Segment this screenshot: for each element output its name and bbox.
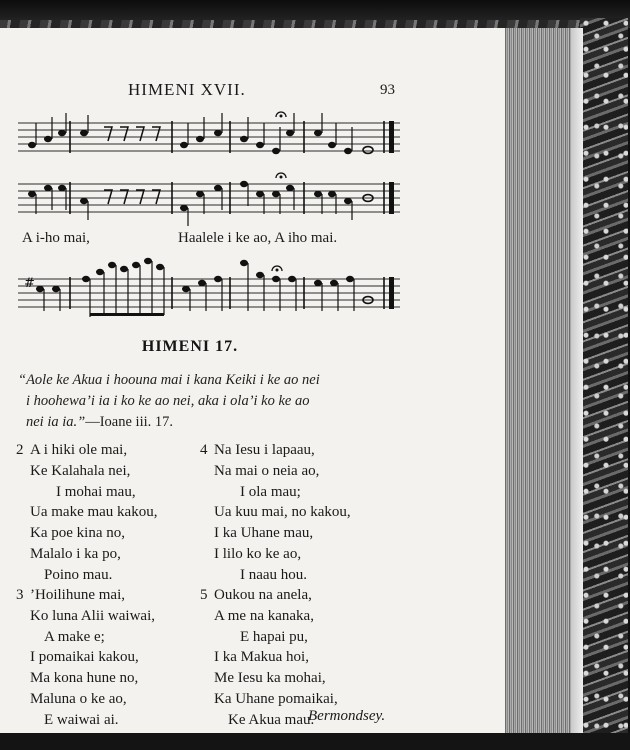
stanza-4 — [200, 440, 351, 586]
stanza-line: 5 Oukou na anela, — [200, 585, 338, 606]
stanza-line: Poino mau. — [44, 566, 113, 583]
stanza-line: I pomaikai kakou, — [30, 649, 139, 666]
stanza-line: I naau hou. — [240, 566, 308, 583]
page-edges — [505, 28, 583, 733]
stanza-line: Ke Akua mau. — [228, 711, 315, 728]
epigraph-line-1: “Aole ke Akua i hoouna mai i kana Keiki i ke ao nei — [18, 372, 320, 388]
stanza-line: I lilo ko ke ao, — [214, 545, 302, 562]
stanza-line: I ka Uhane mau, — [214, 525, 314, 542]
stanza-line: A make e; — [44, 628, 105, 645]
stanza-line: I ka Makua hoi, — [214, 649, 309, 666]
stanza-line: E waiwai ai. — [44, 711, 119, 728]
stanza-line: Ka poe kina no, — [30, 525, 125, 542]
stanza-3 — [16, 585, 155, 731]
stanza-line: I ola mau; — [240, 483, 301, 500]
epigraph-reference: —Ioane iii. 17. — [85, 414, 174, 430]
running-title: HIMENI XVII. — [128, 80, 246, 99]
stanza-line: Malalo i ka po, — [30, 545, 121, 562]
music-staff-1 — [14, 105, 402, 167]
stanza-number: 3 — [16, 587, 24, 603]
stanza-line: Na mai o neia ao, — [214, 462, 320, 479]
svg-text:#: # — [24, 276, 35, 291]
lyrics-line-right: Haalele i ke ao, A iho mai. — [178, 230, 338, 246]
stanza-line: I mohai mau, — [56, 483, 136, 500]
epigraph-line-2: i hoohewa’i ia i ko ke ao nei, aka i ola’i ko ke ao — [26, 393, 310, 409]
stanza-line: Ka Uhane pomaikai, — [214, 690, 338, 707]
hymn-title: HIMENI 17. — [141, 338, 239, 355]
marbled-cover-side — [580, 18, 628, 733]
stanza-2 — [16, 440, 157, 586]
stanza-line: Ua make mau kakou, — [30, 504, 158, 521]
stanza-line: E hapai pu, — [240, 628, 308, 645]
music-staff-3 — [14, 255, 402, 325]
tune-name: Bermondsey. — [308, 708, 386, 724]
epigraph-line-3-text: nei ia ia.” — [26, 414, 86, 430]
stanza-line: Ma kona hune no, — [30, 670, 139, 687]
stanza-line: A me na kanaka, — [214, 607, 314, 624]
lyrics-line-left: A i-ho mai, — [22, 230, 90, 246]
stanza-line: Ko luna Alii waiwai, — [30, 607, 155, 624]
stanza-line: 2 A i hiki ole mai, — [16, 440, 157, 461]
stanza-line: 3 ’Hoilihune mai, — [16, 585, 155, 606]
stanza-line: Ke Kalahala nei, — [30, 462, 131, 479]
stanza-number: 2 — [16, 442, 24, 458]
stanza-line: Maluna o ke ao, — [30, 690, 127, 707]
epigraph-line-3 — [18, 412, 403, 433]
stanza-number: 5 — [200, 587, 208, 603]
book-bottom-edge — [0, 733, 630, 750]
stanza-line: Me Iesu ka mohai, — [214, 670, 326, 687]
stanza-number: 4 — [200, 442, 208, 458]
epigraph — [18, 370, 403, 433]
page-number: 93 — [380, 82, 395, 98]
stanza-line: 4 Na Iesu i lapaau, — [200, 440, 351, 461]
stanza-line: Ua kuu mai, no kakou, — [214, 504, 351, 521]
music-staff-2 — [14, 170, 402, 232]
